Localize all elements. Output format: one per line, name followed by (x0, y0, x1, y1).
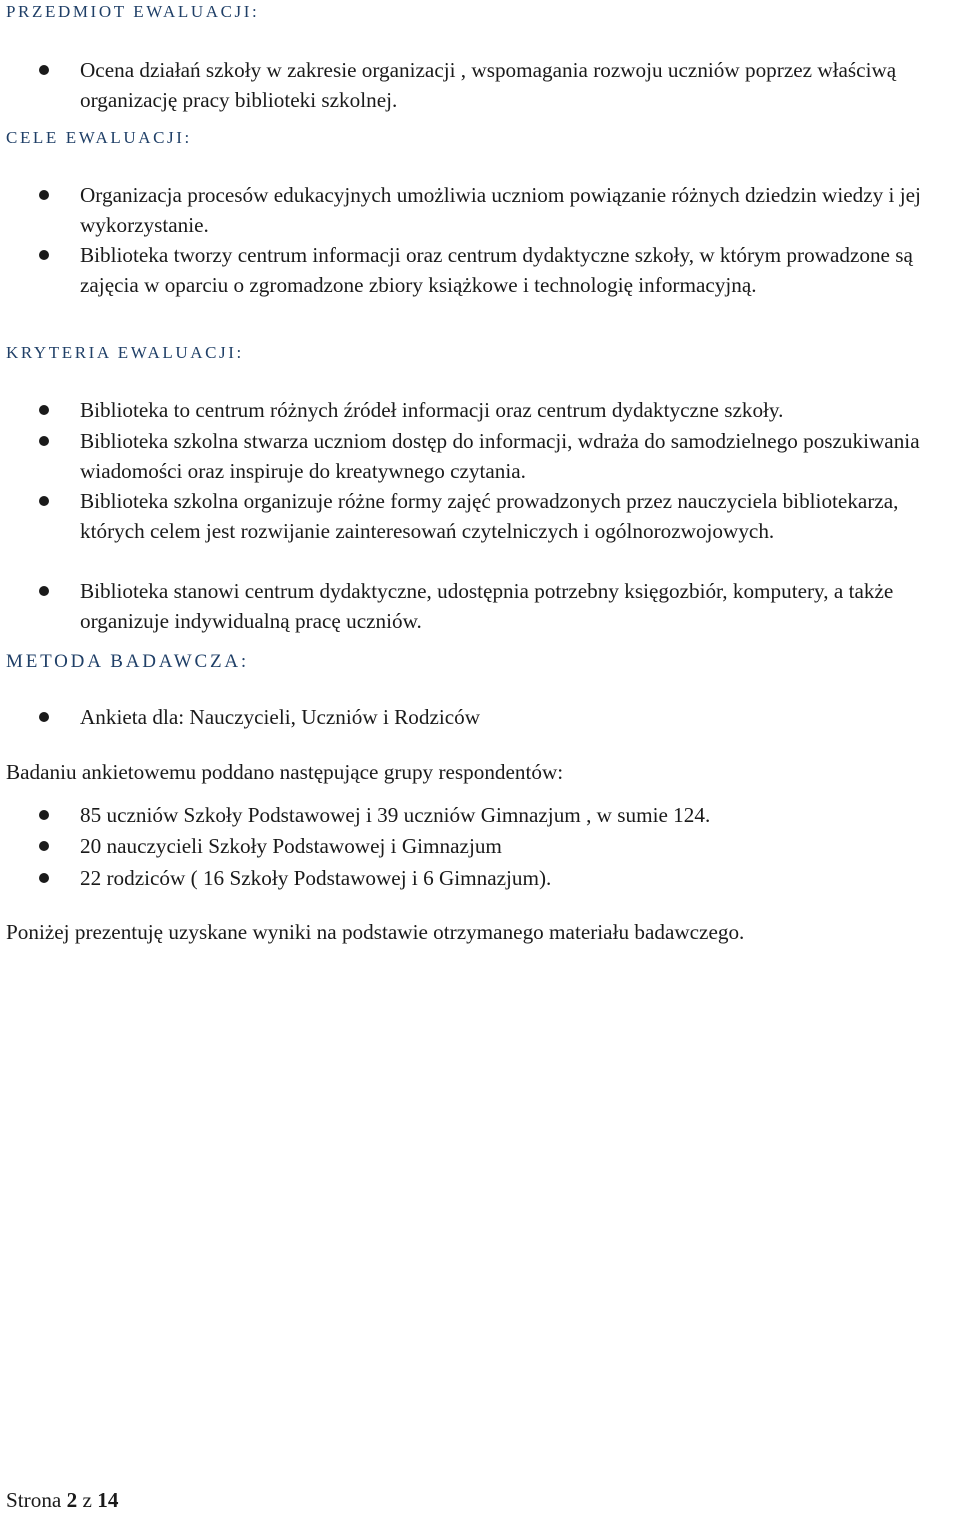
footer-separator: z (82, 1488, 92, 1512)
bullet-icon (39, 405, 49, 415)
heading-kryteria: KRYTERIA EWALUACJI: (6, 343, 244, 362)
heading-przedmiot: PRZEDMIOT EWALUACJI: (6, 2, 260, 21)
respondents-intro: Badaniu ankietowemu poddano następujące grupy respondentów: (6, 760, 564, 784)
heading-cele: CELE EWALUACJI: (6, 128, 192, 147)
list-item-text: 20 nauczycieli Szkoły Podstawowej i Gimnazjum (80, 834, 502, 858)
footer-total-pages: 14 (97, 1488, 119, 1512)
bullet-icon (39, 496, 49, 506)
heading-metoda: METODA BADAWCZA: (6, 651, 249, 672)
bullet-icon (39, 586, 49, 596)
bullet-icon (39, 65, 49, 75)
page-footer (6, 1488, 118, 1513)
bullet-icon (39, 873, 49, 883)
bullet-icon (39, 436, 49, 446)
list-item-text: 85 uczniów Szkoły Podstawowej i 39 uczniów Gimnazjum , w sumie 124. (80, 803, 711, 827)
bullet-icon (39, 810, 49, 820)
bullet-icon (39, 190, 49, 200)
list-item-text: Biblioteka to centrum różnych źródeł informacji oraz centrum dydaktyczne szkoły. (80, 398, 784, 422)
bullet-icon (39, 250, 49, 260)
list-item-text: Ankieta dla: Nauczycieli, Uczniów i Rodziców (80, 705, 481, 729)
footer-prefix: Strona (6, 1488, 62, 1512)
bullet-icon (39, 841, 49, 851)
list-item-text: Biblioteka tworzy centrum informacji oraz centrum dydaktyczne szkoły, w którym prowadzone są zajęcia w oparciu o zgromadzone zbiory książkowe i technologię informacyjną. (80, 243, 913, 297)
list-item-text: Biblioteka szkolna stwarza uczniom dostęp do informacji, wdraża do samodzielnego poszukiwania wiadomości oraz inspiruje do kreatywnego czytania. (80, 429, 920, 483)
list-item-text: 22 rodziców ( 16 Szkoły Podstawowej i 6 Gimnazjum). (80, 866, 552, 890)
footer-page-number: 2 (66, 1488, 78, 1512)
closing-sentence: Poniżej prezentuję uzyskane wyniki na podstawie otrzymanego materiału badawczego. (6, 920, 745, 944)
bullet-icon (39, 712, 49, 722)
list-item-text: Ocena działań szkoły w zakresie organizacji , wspomagania rozwoju uczniów poprzez właściwą organizację pracy biblioteki szkolnej. (80, 58, 897, 112)
list-item-text: Biblioteka stanowi centrum dydaktyczne, udostępnia potrzebny księgozbiór, komputery, a także organizuje indywidualną pracę uczniów. (80, 579, 894, 633)
list-item-text: Organizacja procesów edukacyjnych umożliwia uczniom powiązanie różnych dziedzin wiedzy i jej wykorzystanie. (80, 183, 921, 237)
list-item-text: Biblioteka szkolna organizuje różne formy zajęć prowadzonych przez nauczyciela bibliotekarza, których celem jest rozwijanie zainteresowań czytelniczych i ogólnorozwojowych. (80, 489, 899, 543)
